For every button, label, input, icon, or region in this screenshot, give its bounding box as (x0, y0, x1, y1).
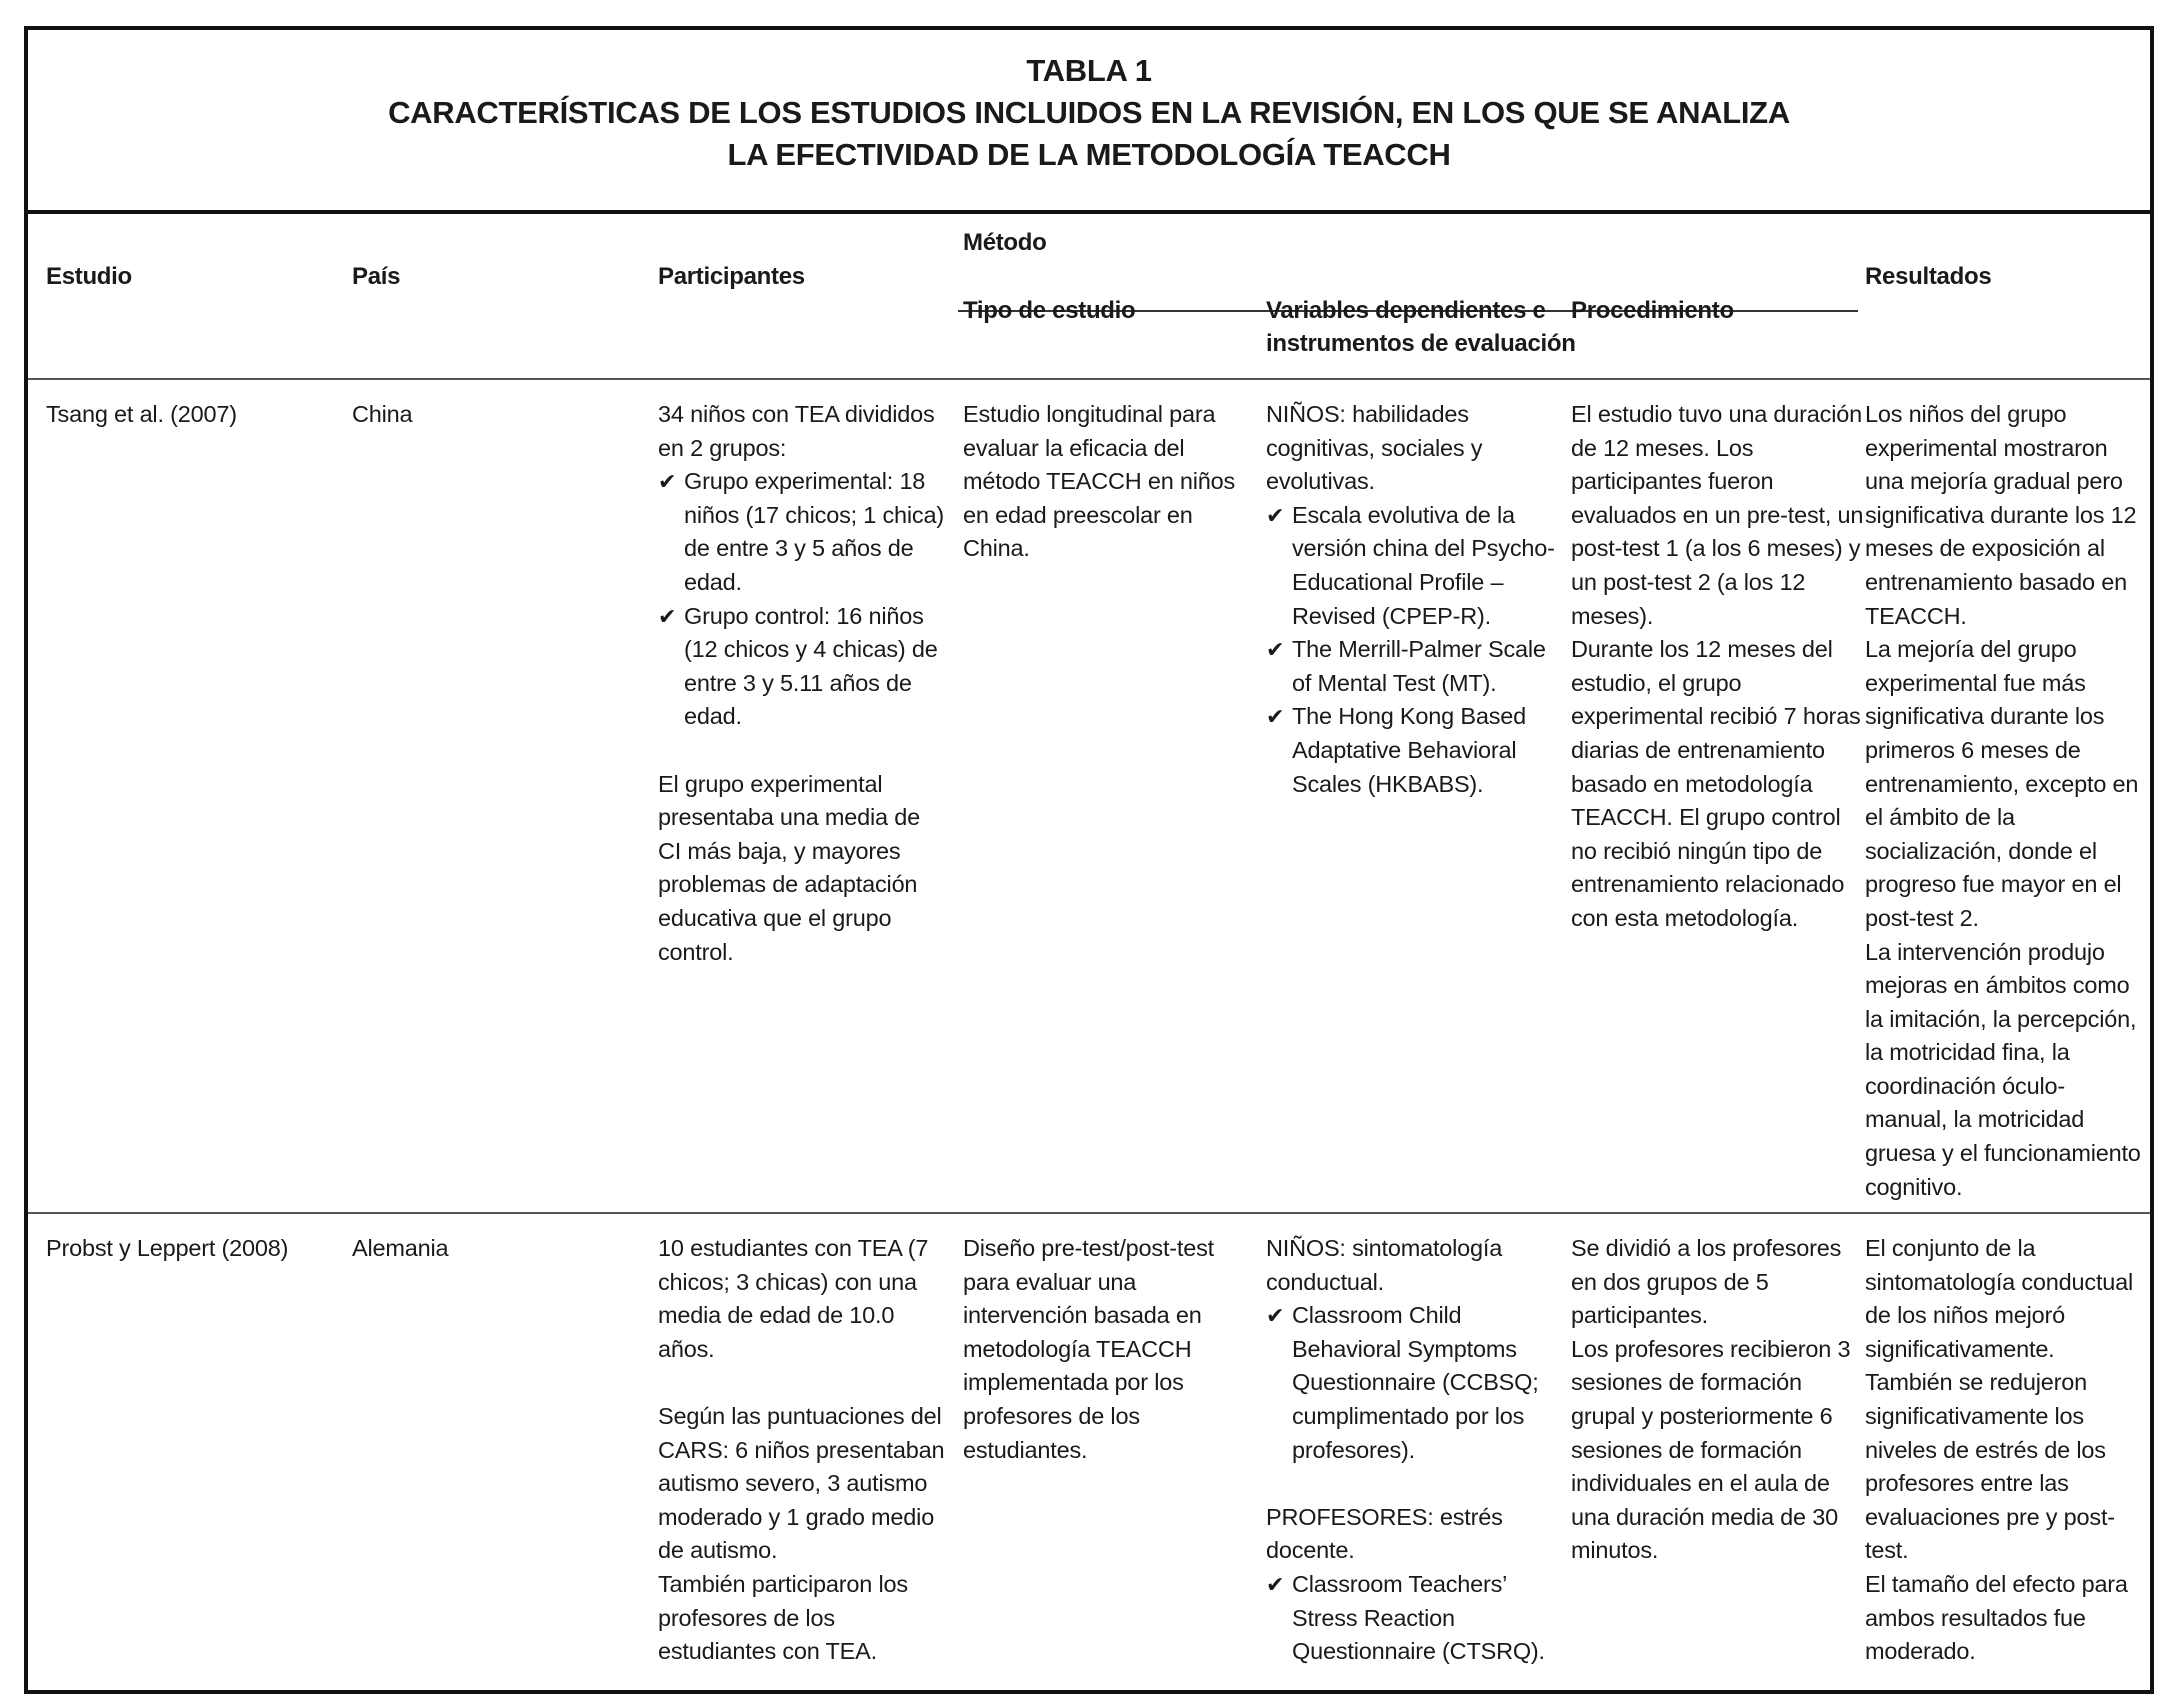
participantes-note: Según las puntuaciones del CARS: 6 niños presentaban autismo severo, 3 autismo moderado y 1 grado medio de autismo. (658, 1402, 945, 1564)
checkmark-icon: ✔ (658, 469, 677, 495)
variables-bullet (1266, 1299, 1561, 1467)
procedimiento-paragraph: Los profesores recibieron 3 sesiones de formación grupal y posteriormente 6 sesiones de formación individuales en el aula de una duración media de 30 minutos. (1571, 1335, 1851, 1564)
header-estudio: Estudio (46, 263, 132, 290)
header-tipo-estudio: Tipo de estudio (963, 297, 1136, 324)
cell-tipo-estudio: Diseño pre-test/post-test para evaluar una intervención basada en metodología TEACCH implementada por los profesores de los estudiantes. (963, 1235, 1214, 1463)
participantes-note: También participaron los profesores de los estudiantes con TEA. (658, 1570, 908, 1665)
header-resultados: Resultados (1865, 263, 1992, 290)
resultados-paragraph: La mejoría del grupo experimental fue más significativa durante los primeros 6 meses de entrenamiento, excepto en el ámbito de la socialización, donde el progreso fue mayor en el post-test 2. (1865, 636, 2139, 931)
procedimiento-paragraph: Durante los 12 meses del estudio, el grupo experimental recibió 7 horas diarias de entrenamiento basado en metodología TEACCH. El grupo control no recibió ningún tipo de entrenamiento relacionado con esta metodología. (1571, 636, 1861, 931)
procedimiento-paragraph: El estudio tuvo una duración de 12 meses. Los participantes fueron evaluados en un pre-test, un post-test 1 (a los 6 meses) y un post-test 2 (a los 12 meses). (1571, 401, 1864, 629)
cell-estudio: Probst y Leppert (2008) (46, 1235, 289, 1261)
table-header (28, 214, 2150, 380)
participantes-bullet (658, 465, 948, 599)
participantes-note: El grupo experimental presentaba una media de CI más baja, y mayores problemas de adaptación educativa que el grupo control. (658, 770, 920, 965)
bullet-text: The Merrill-Palmer Scale of Mental Test (MT). (1292, 636, 1546, 696)
variables-bullet (1266, 499, 1561, 633)
cell-resultados (1865, 1232, 2145, 1669)
cell-procedimiento (1571, 1232, 1866, 1568)
bullet-text: Grupo experimental: 18 niños (17 chicos; 1 chica) de entre 3 y 5 años de edad. (684, 468, 944, 595)
bullet-text: Escala evolutiva de la versión china del Psycho-Educational Profile –Revised (CPEP-R). (1292, 501, 1555, 629)
procedimiento-paragraph: Se dividió a los profesores en dos grupos de 5 participantes. (1571, 1235, 1842, 1329)
table-number: TABLA 1 (1026, 53, 1152, 88)
participantes-intro: 10 estudiantes con TEA (7 chicos; 3 chicas) con una media de edad de 10.0 años. (658, 1235, 929, 1362)
participantes-bullet (658, 600, 948, 734)
variables-intro: NIÑOS: sintomatología conductual. (1266, 1235, 1503, 1295)
variables-bullet (1266, 1568, 1561, 1669)
checkmark-icon: ✔ (1266, 704, 1285, 730)
variables-bullet (1266, 633, 1561, 700)
header-pais: País (352, 263, 401, 290)
cell-participantes (658, 1232, 948, 1669)
cell-tipo-estudio: Estudio longitudinal para evaluar la eficacia del método TEACCH en niños en edad preescolar en China. (963, 401, 1236, 562)
cell-resultados (1865, 398, 2145, 1204)
cell-estudio: Tsang et al. (2007) (46, 401, 237, 427)
checkmark-icon: ✔ (1266, 637, 1285, 663)
header-variables (1266, 294, 1576, 360)
participantes-intro: 34 niños con TEA divididos en 2 grupos: (658, 401, 935, 461)
cell-participantes (658, 398, 948, 969)
variables-intro: PROFESORES: estrés docente. (1266, 1503, 1503, 1564)
bullet-text: Classroom Child Behavioral Symptoms Questionnaire (CCBSQ; cumplimentado por los profesores). (1292, 1302, 1539, 1463)
resultados-paragraph: También se redujeron significativamente los niveles de estrés de los profesores entre las evaluaciones pre y post-test. (1865, 1369, 2115, 1564)
resultados-paragraph: El tamaño del efecto para ambos resultados fue moderado. (1865, 1570, 2128, 1665)
bullet-text: Classroom Teachers’ Stress Reaction Questionnaire (CTSRQ). (1292, 1570, 1545, 1665)
checkmark-icon: ✔ (1266, 1571, 1285, 1597)
variables-intro: NIÑOS: habilidades cognitivas, sociales y evolutivas. (1266, 401, 1483, 495)
checkmark-icon: ✔ (1266, 502, 1285, 528)
table-caption-line-1: CARACTERÍSTICAS DE LOS ESTUDIOS INCLUIDOS EN LA REVISIÓN, EN LOS QUE SE ANALIZA (388, 95, 1790, 130)
table-row (28, 380, 2150, 1214)
header-metodo: Método (963, 229, 1047, 256)
header-variables-line-2: instrumentos de evaluación (1266, 330, 1576, 357)
header-variables-line-1: Variables dependientes e (1266, 297, 1546, 324)
variables-bullet (1266, 700, 1561, 801)
cell-variables (1266, 398, 1561, 801)
header-procedimiento: Procedimiento (1571, 297, 1734, 324)
table-caption-line-2: LA EFECTIVIDAD DE LA METODOLOGÍA TEACCH (727, 137, 1451, 172)
checkmark-icon: ✔ (1266, 1303, 1285, 1329)
table-title (28, 30, 2150, 214)
cell-procedimiento (1571, 398, 1866, 936)
checkmark-icon: ✔ (658, 603, 677, 629)
resultados-paragraph: El conjunto de la sintomatología conductual de los niños mejoró significativamente. (1865, 1235, 2134, 1362)
cell-pais: Alemania (352, 1235, 449, 1261)
bullet-text: The Hong Kong Based Adaptative Behavioral Scales (HKBABS). (1292, 703, 1526, 797)
table-row (28, 1214, 2150, 1698)
resultados-paragraph: Los niños del grupo experimental mostraron una mejoría gradual pero significativa durante los 12 meses de exposición al entrenamiento basado en TEACCH. (1865, 401, 2137, 629)
header-participantes: Participantes (658, 263, 805, 290)
table-frame (24, 26, 2154, 1694)
bullet-text: Grupo control: 16 niños (12 chicos y 4 chicas) de entre 3 y 5.11 años de edad. (684, 602, 938, 730)
cell-variables (1266, 1232, 1561, 1669)
cell-pais: China (352, 401, 413, 427)
resultados-paragraph: La intervención produjo mejoras en ámbitos como la imitación, la percepción, la motricidad fina, la coordinación óculo-manual, la motricidad gruesa y el funcionamiento cognitivo. (1865, 938, 2141, 1200)
